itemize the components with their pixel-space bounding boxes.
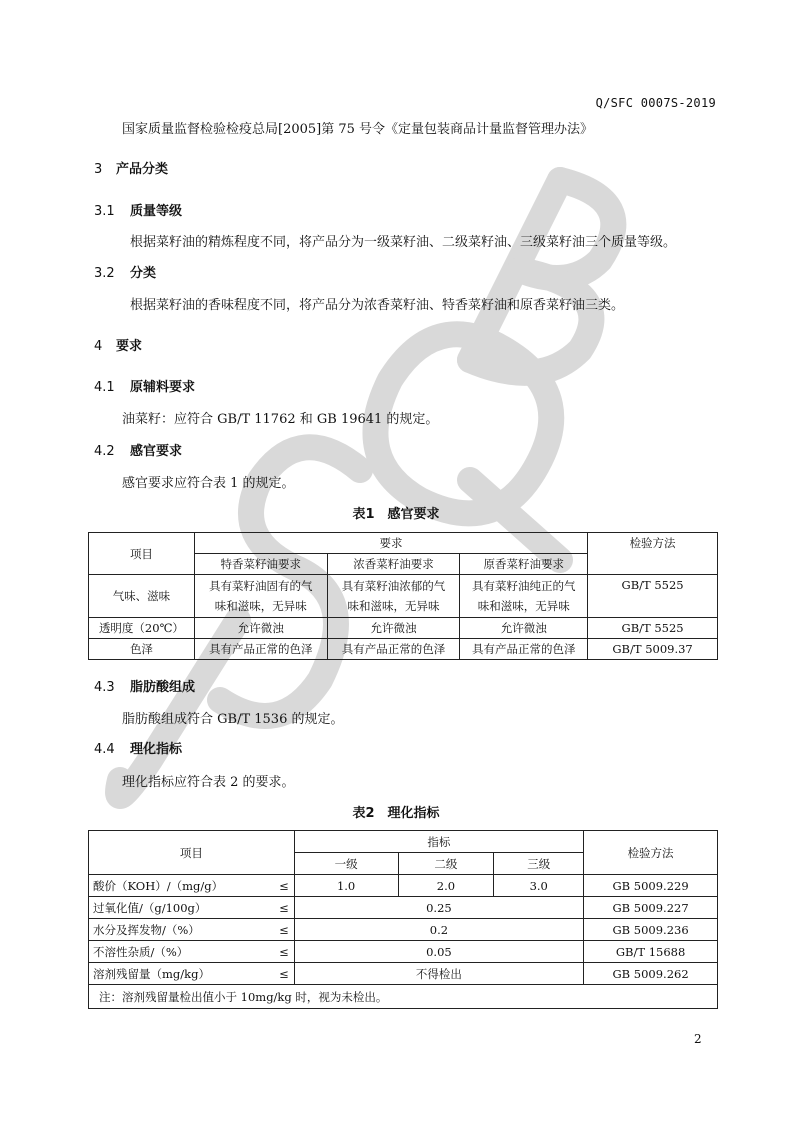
table-cell: 不得检出: [294, 963, 583, 985]
table2-caption: 表2 理化指标: [352, 806, 440, 821]
table-cell: [327, 575, 460, 618]
table-row: [89, 618, 718, 639]
table-cell: 0.05: [294, 941, 583, 963]
table2-header-method: 检验方法: [584, 831, 718, 875]
section-3-1-heading: [94, 200, 182, 219]
table-cell: 1.0: [294, 875, 398, 897]
section-3-2-heading: [94, 262, 156, 281]
geq-sign: ≤: [274, 875, 294, 897]
intro-line: 国家质量监督检验检疫总局[2005]第 75 号令《定量包装商品计量监督管理办法》: [122, 122, 594, 137]
table-cell: 允许微浊: [327, 618, 460, 639]
section-title: 原辅料要求: [130, 380, 196, 395]
table-cell: GB/T 5009.37: [588, 639, 718, 660]
geq-sign: ≤: [274, 897, 294, 919]
table1-header-col: 浓香菜籽油要求: [327, 554, 460, 575]
table1-sensory: [88, 532, 718, 660]
table1-header-col: 特香菜籽油要求: [194, 554, 327, 575]
table2-physicochemical: [88, 830, 718, 1009]
table-cell: 水分及挥发物/（%）: [89, 919, 275, 941]
cell-line: 具有菜籽油固有的气: [209, 579, 313, 593]
table2-header-item: 项目: [89, 831, 295, 875]
section-4-4-heading: [94, 738, 182, 757]
table-row: [89, 897, 718, 919]
table-cell: [460, 575, 588, 618]
table-row: [89, 941, 718, 963]
table-cell: GB/T 15688: [584, 941, 718, 963]
table-cell: 允许微浊: [194, 618, 327, 639]
page-number: 2: [694, 1032, 702, 1046]
table-row: [89, 639, 718, 660]
section-number: 4.2: [94, 444, 115, 459]
table-cell: 2.0: [398, 875, 494, 897]
table-cell: GB 5009.262: [584, 963, 718, 985]
cell-line: 具有菜籽油纯正的气: [472, 579, 576, 593]
table-row: [89, 575, 718, 618]
table2-note: 注：溶剂残留量检出值小于 10mg/kg 时，视为未检出。: [89, 985, 718, 1009]
section-4-3-text: 脂肪酸组成符合 GB/T 1536 的规定。: [122, 712, 344, 727]
section-4-1-heading: [94, 376, 195, 395]
section-title: 理化指标: [130, 742, 183, 757]
table2-header-index: 指标: [294, 831, 583, 853]
section-3-heading: [94, 158, 168, 177]
table1-header-requirements: 要求: [194, 533, 587, 554]
section-title: 感官要求: [130, 444, 183, 459]
table1-header-col: 原香菜籽油要求: [460, 554, 588, 575]
table-cell: 0.2: [294, 919, 583, 941]
cell-line: 味和滋味，无异味: [214, 599, 307, 613]
table-cell: 0.25: [294, 897, 583, 919]
section-title: 产品分类: [116, 162, 169, 177]
table2-header-grade: 一级: [294, 853, 398, 875]
table-row: [89, 919, 718, 941]
table1-header-item: 项目: [89, 533, 195, 575]
section-title: 脂肪酸组成: [130, 680, 196, 695]
section-4-4-text: 理化指标应符合表 2 的要求。: [122, 775, 295, 790]
table-cell: [194, 575, 327, 618]
section-3-1-text: 根据菜籽油的精炼程度不同，将产品分为一级菜籽油、二级菜籽油、三级菜籽油三个质量等级。: [130, 235, 677, 250]
cell-line: 味和滋味，无异味: [347, 599, 440, 613]
section-4-heading: [94, 335, 142, 354]
section-number: 4.1: [94, 380, 115, 395]
geq-sign: ≤: [274, 919, 294, 941]
table-cell: GB 5009.227: [584, 897, 718, 919]
table-cell: GB 5009.236: [584, 919, 718, 941]
table1-caption: 表1 感官要求: [352, 507, 440, 522]
table-cell: 允许微浊: [460, 618, 588, 639]
section-4-3-heading: [94, 676, 195, 695]
section-4-2-heading: [94, 440, 182, 459]
table-cell: 过氧化值/（g/100g）: [89, 897, 275, 919]
section-title: 要求: [116, 339, 143, 354]
geq-sign: ≤: [274, 963, 294, 985]
table2-header-grade: 三级: [494, 853, 584, 875]
table-cell: GB/T 5525: [588, 618, 718, 639]
table-cell: 色泽: [89, 639, 195, 660]
cell-line: 味和滋味，无异味: [477, 599, 570, 613]
table1-header-method: 检验方法: [588, 533, 718, 575]
cell-line: 具有菜籽油浓郁的气: [341, 579, 446, 593]
section-title: 分类: [130, 266, 157, 281]
section-number: 4.3: [94, 680, 115, 695]
table-cell: GB/T 5525: [588, 575, 718, 618]
table-cell: 溶剂残留量（mg/kg）: [89, 963, 275, 985]
section-number: 4: [94, 339, 103, 354]
table-cell: 具有产品正常的色泽: [460, 639, 588, 660]
section-number: 3.2: [94, 266, 115, 281]
section-4-2-text: 感官要求应符合表 1 的规定。: [122, 476, 295, 491]
document-number: Q/SFC 0007S-2019: [595, 96, 716, 110]
section-title: 质量等级: [130, 204, 183, 219]
table-cell: 3.0: [494, 875, 584, 897]
geq-sign: ≤: [274, 941, 294, 963]
table-cell: 酸价（KOH）/（mg/g）: [89, 875, 275, 897]
table-cell: 不溶性杂质/（%）: [89, 941, 275, 963]
table2-header-grade: 二级: [398, 853, 494, 875]
table-cell: 气味、滋味: [89, 575, 195, 618]
section-4-1-text: 油菜籽：应符合 GB/T 11762 和 GB 19641 的规定。: [122, 412, 439, 427]
section-number: 4.4: [94, 742, 115, 757]
section-number: 3.1: [94, 204, 115, 219]
section-number: 3: [94, 162, 103, 177]
table-row: [89, 875, 718, 897]
section-3-2-text: 根据菜籽油的香味程度不同，将产品分为浓香菜籽油、特香菜籽油和原香菜籽油三类。: [130, 298, 625, 313]
table-cell: GB 5009.229: [584, 875, 718, 897]
table-cell: 透明度（20℃）: [89, 618, 195, 639]
table-cell: 具有产品正常的色泽: [327, 639, 460, 660]
table-row: [89, 963, 718, 985]
table-cell: 具有产品正常的色泽: [194, 639, 327, 660]
